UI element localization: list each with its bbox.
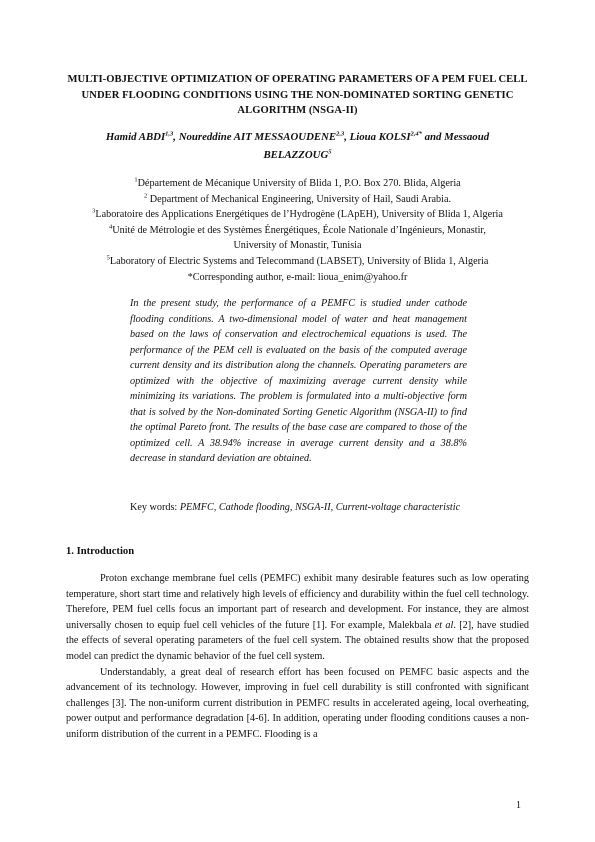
body-text <box>66 571 529 743</box>
abstract: In the present study, the performance of a PEMFC is studied under cathode flooding conditions. A two-dimensional model of water and heat management based on the laws of conservation and electrochemical equations is used. The performance of the PEM cell is evaluated on the basis of the computed average current density and its distribution along the channels. Operating parameters are optimized with the objective of maximizing average current density while minimizing its variations. The problem is formulated into a multi-objective form that is solved by the Non-dominated Sorting Genetic Algorithm (NSGA-II) to find the optimal Pareto front. The results of the base case are compared to those of the optimized cell. A 38.94% increase in average current density and a 38.8% decrease in standard deviation are obtained. <box>130 298 467 464</box>
affiliation: $^5$Laboratory of Electric Systems and Telecommand (LABSET), University of Blida 1, Algeria <box>106 254 489 267</box>
author: Messaoud BELAZZOUG$^5$ <box>263 131 490 161</box>
corresponding-author: *Corresponding author, e-mail: lioua_enim@yahoo.fr <box>187 271 408 283</box>
page-number: 1 <box>516 800 521 811</box>
keywords-label: Key words: <box>130 502 180 513</box>
affiliation: $^3$Laboratoire des Applications Energétiques de l’Hydrogène (LApEH), University of Blida 1, Algeria <box>92 207 503 221</box>
author: Lioua $KOLSI^{2,4*}$ <box>349 130 422 143</box>
affiliation-list <box>66 176 529 285</box>
keywords <box>130 500 467 516</box>
affiliation: $^4$Unité de Métrologie et des Systèmes Énergétiques, École Nationale d’Ingénieurs, Monastir, <box>109 223 486 236</box>
paper-title: MULTI-OBJECTIVE OPTIMIZATION OF OPERATING PARAMETERS OF A PEM FUEL CELL UNDER FLOODING CONDITIONS USING THE NON-DOMINATED SORTING GENETIC ALGORITHM (NSGA-II) <box>67 74 528 116</box>
author-list: Hamid ABDI$^{1,3}$, Noureddine AIT MESSAOUDENE$^{2,3}$, Lioua $KOLSI^{2,4*}$ and Messaoud BELAZZOUG$^5$ <box>105 130 490 161</box>
keywords-list: PEMFC, Cathode flooding, NSGA-II, Current-voltage characteristic <box>179 502 461 513</box>
author: Hamid ABDI$^{1,3}$ <box>105 130 174 143</box>
paragraph: Understandably, a great deal of research effort has been focused on PEMFC basic aspects and the advancement of its technology. However, improving in fuel cell durability is still confronted with significant challenges [3]. The non-uniform current distribution in PEMFC results in accelerated ageing, local overheating, power output and performance degradation [4-6]. In addition, operating under flooding conditions causes a non-uniform distribution of the current in a PEMFC. Flooding is a <box>66 666 529 740</box>
affiliation: $^1$Département de Mécanique University of Blida 1, P.O. Box 270. Blida, Algeria <box>134 176 461 189</box>
section-heading: 1. Introduction <box>66 546 135 557</box>
affiliation: University of Monastir, Tunisia <box>233 240 362 252</box>
affiliation: $^2$ Department of Mechanical Engineering, University of Hail, Saudi Arabia. <box>143 192 452 205</box>
author: Noureddine AIT MESSAOUDENE$^{2,3}$ <box>178 130 345 143</box>
paragraph: Proton exchange membrane fuel cells (PEMFC) exhibit many desirable features such as low operating temperature, short start time and relatively high levels of efficiency and durability within the fuel cell technology. Therefore, PEM fuel cells focus an important part of research and development. For instance, they are almost universally chosen to equip fuel cell vehicles of the future [1]. For example, Malekbala et al. [2], have studied the effects of several operating parameters of the fuel cell system. The obtained results show that the proposed model can predict the dynamic behavior of the fuel cell system. <box>66 573 530 662</box>
